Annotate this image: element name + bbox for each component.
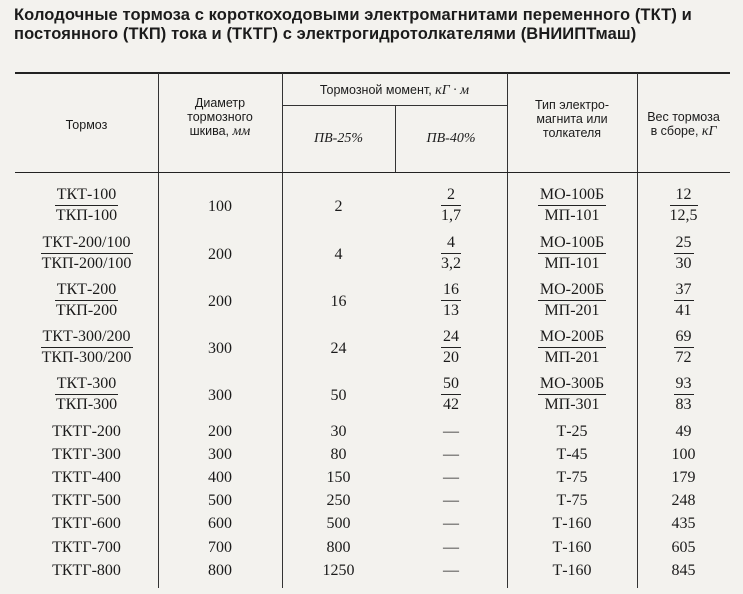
header-pv40: ПВ-40%: [426, 131, 476, 146]
moment-subheader-rule: [282, 105, 507, 106]
table-top-rule: [15, 72, 730, 74]
header-brake: Тормоз: [65, 118, 108, 132]
header-type: Тип электро- магнита или толкателя: [534, 98, 610, 140]
header-diameter: Диаметр тормозного шкива, мм: [187, 96, 253, 139]
header-weight: Вес тормоза в сборе, кГ: [647, 110, 720, 139]
header-moment: Тормозной момент, кГ · м: [319, 83, 470, 98]
column-divider-1: [158, 73, 159, 588]
header-bottom-rule: [15, 172, 730, 173]
column-divider-2: [282, 73, 283, 588]
header-pv25: ПВ-25%: [314, 131, 363, 146]
table-title: Колодочные тормоза с короткоходовыми электромагнитами переменного (ТКТ) и постоянного (ТКП) тока и (ТКТГ) с электрогидротолкателями (ВНИИПТмаш): [14, 6, 692, 43]
